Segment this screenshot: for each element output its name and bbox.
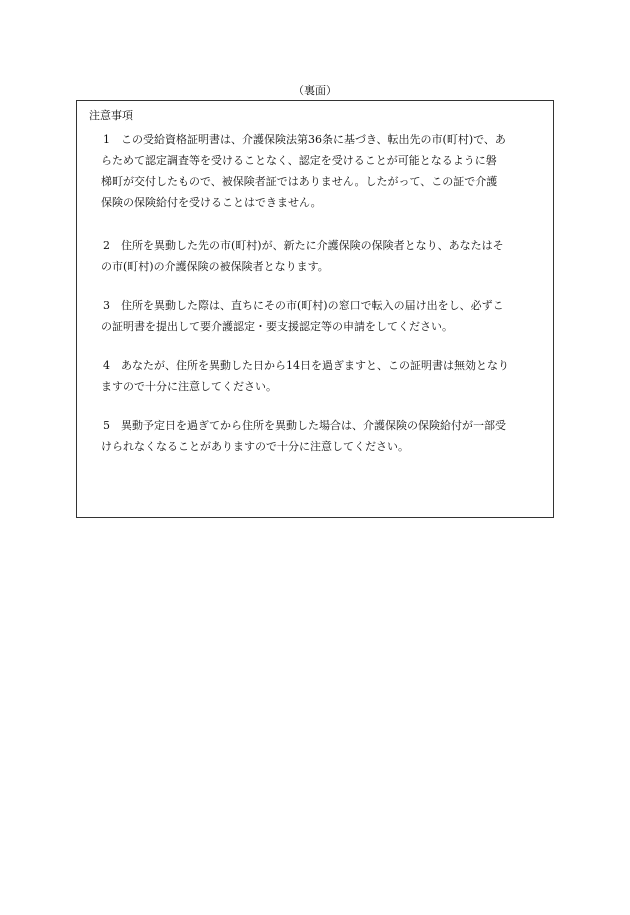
page-heading: （裏面） — [293, 84, 337, 97]
note-line: の証明書を提出して要介護認定・要支援認定等の申請をしてください。 — [101, 320, 453, 333]
note-item-2 — [103, 235, 547, 277]
note-line — [103, 129, 547, 150]
note-text: あなたが、住所を異動した日から14日を過ぎますと、この証明書は無効となり — [121, 359, 509, 372]
note-item-3 — [103, 295, 547, 337]
note-number: 1 — [103, 133, 110, 146]
note-number: 2 — [103, 239, 110, 252]
note-item-5 — [103, 415, 547, 457]
note-line — [103, 355, 547, 376]
note-line — [103, 415, 547, 436]
note-line: ますので十分に注意してください。 — [101, 380, 277, 393]
note-item-4 — [103, 355, 547, 397]
note-line: の市(町村)の介護保険の被保険者となります。 — [101, 260, 329, 273]
note-line — [103, 235, 547, 256]
note-text: 住所を異動した際は、直ちにその市(町村)の窓口で転入の届け出をし、必ずこ — [121, 299, 504, 312]
note-line — [103, 295, 547, 316]
note-line: けられなくなることがありますので十分に注意してください。 — [101, 440, 409, 453]
note-number: 4 — [103, 359, 110, 372]
note-number: 3 — [103, 299, 110, 312]
note-line: 梯町が交付したもので、被保険者証ではありません。したがって、この証で介護 — [101, 175, 498, 188]
note-item-1 — [103, 129, 547, 213]
notes-box — [76, 100, 554, 518]
note-number: 5 — [103, 419, 110, 432]
notes-title: 注意事項 — [89, 109, 133, 122]
note-text: この受給資格証明書は、介護保険法第36条に基づき、転出先の市(町村)で、あ — [121, 133, 506, 146]
note-text: 住所を異動した先の市(町村)が、新たに介護保険の保険者となり、あなたはそ — [121, 239, 504, 252]
note-line: らためて認定調査等を受けることなく、認定を受けることが可能となるように磐 — [101, 154, 497, 167]
note-line: 保険の保険給付を受けることはできません。 — [101, 196, 322, 209]
note-text: 異動予定日を過ぎてから住所を異動した場合は、介護保険の保険給付が一部受 — [121, 419, 506, 432]
